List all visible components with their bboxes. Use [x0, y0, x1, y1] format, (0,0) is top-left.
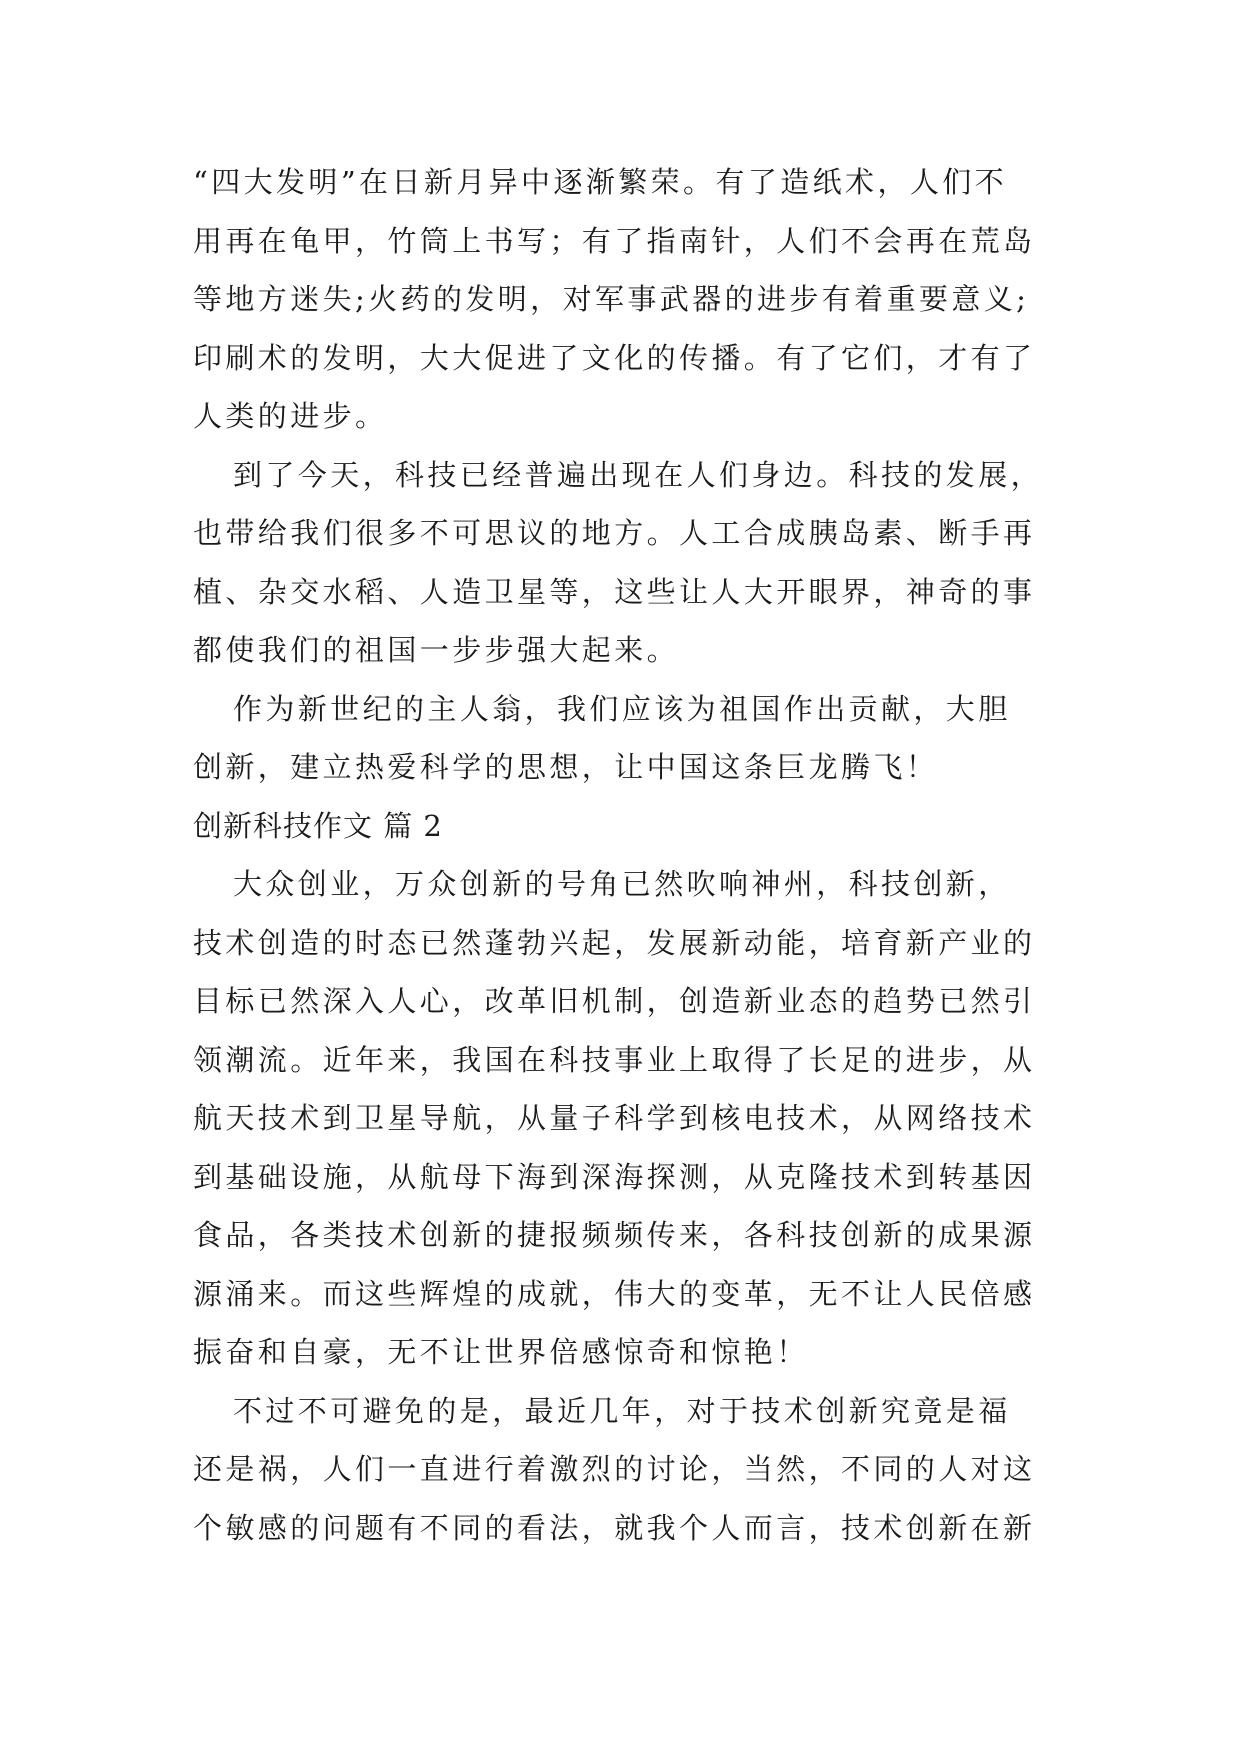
- text-line: 作为新世纪的主人翁，我们应该为祖国作出贡献，大胆: [233, 691, 1011, 726]
- text-line: 到基础设施，从航母下海到深海探测，从克隆技术到转基因: [193, 1159, 1036, 1194]
- text-line: 个敏感的问题有不同的看法，就我个人而言，技术创新在新: [193, 1510, 1036, 1545]
- text-line: 不过不可避免的是，最近几年，对于技术创新究竟是福: [233, 1393, 1011, 1428]
- text-line: 到了今天，科技已经普遍出现在人们身边。科技的发展，: [233, 457, 1044, 492]
- paragraph: [193, 1382, 1063, 1558]
- text-line: 还是祸，人们一直进行着激烈的讨论，当然，不同的人对这: [193, 1452, 1036, 1486]
- text-line: 植、杂交水稻、人造卫星等，这些让人大开眼界，神奇的事: [193, 574, 1036, 609]
- text-line: 也带给我们很多不可思议的地方。人工合成胰岛素、断手再: [193, 516, 1036, 550]
- document-body: [193, 153, 1063, 1557]
- text-line: “四大发明”在日新月异中逐渐繁荣。有了造纸术，人们不: [193, 165, 1008, 199]
- section-heading: 创新科技作文 篇 2: [193, 808, 443, 843]
- text-line: 印刷术的发明，大大促进了文化的传播。有了它们，才有了: [193, 340, 1036, 375]
- text-line: 振奋和自豪，无不让世界倍感惊奇和惊艳！: [193, 1335, 809, 1369]
- text-line: 都使我们的祖国一步步强大起来。: [193, 633, 680, 667]
- text-line: 目标已然深入人心，改革旧机制，创造新业态的趋势已然引: [193, 984, 1036, 1018]
- paragraph: [193, 153, 1063, 446]
- paragraph: [193, 855, 1063, 1382]
- text-line: 创新，建立热爱科学的思想，让中国这条巨龙腾飞！: [193, 750, 939, 784]
- text-line: 人类的进步。: [193, 399, 388, 433]
- text-line: 技术创造的时态已然蓬勃兴起，发展新动能，培育新产业的: [193, 925, 1036, 960]
- text-line: 航天技术到卫星导航，从量子科学到核电技术，从网络技术: [193, 1101, 1036, 1135]
- text-line: 等地方迷失;火药的发明，对军事武器的进步有着重要意义;: [193, 282, 1030, 316]
- paragraph: [193, 446, 1063, 680]
- text-line: 领潮流。近年来，我国在科技事业上取得了长足的进步，从: [193, 1042, 1036, 1077]
- text-line: 源涌来。而这些辉煌的成就，伟大的变革，无不让人民倍感: [193, 1276, 1036, 1311]
- text-line: 大众创业，万众创新的号角已然吹响神州，科技创新，: [233, 867, 1011, 901]
- text-line: 用再在龟甲，竹筒上书写；有了指南针，人们不会再在荒岛: [193, 223, 1036, 258]
- paragraph: [193, 680, 1063, 797]
- text-line: 食品，各类技术创新的捷报频频传来，各科技创新的成果源: [193, 1218, 1036, 1252]
